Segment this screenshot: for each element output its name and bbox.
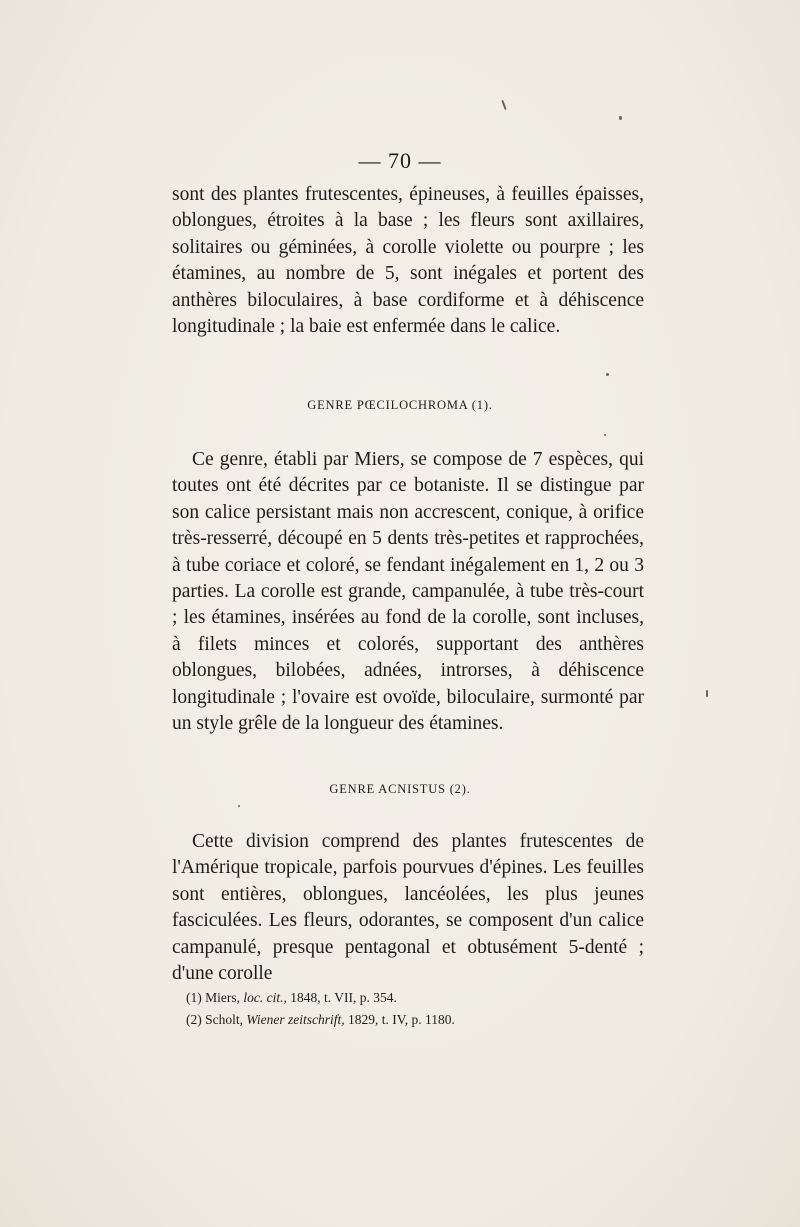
page-number: — 70 — bbox=[358, 148, 442, 173]
section-heading-poecilochroma: GENRE PŒCILOCHROMA (1). bbox=[307, 398, 493, 412]
paper-speck bbox=[619, 116, 622, 120]
footnote-details: 1829, t. IV, p. 1180. bbox=[348, 1012, 455, 1027]
paper-speck bbox=[238, 805, 240, 807]
footnotes bbox=[186, 987, 646, 1031]
footnote-reference: Wiener zeitschrift, bbox=[246, 1012, 345, 1027]
paper-speck bbox=[606, 373, 609, 376]
footnote-details: 1848, t. VII, p. 354. bbox=[290, 990, 397, 1005]
footnote-author: Scholt, bbox=[205, 1012, 244, 1027]
paragraph-acnistus: Cette division comprend des plantes frutescentes de l'Amérique tropicale, parfois pourvues d'épines. Les feuilles sont entières, oblongues, lancéolées, les plus jeunes fasciculées. Les fleurs, odorantes, se composent d'un calice campanulé, presque pentagonal et obtusément 5-denté ; d'une corolle bbox=[172, 831, 644, 985]
paragraph-poecilochroma: Ce genre, établi par Miers, se compose de 7 espèces, qui toutes ont été décrites par ce botaniste. Il se distingue par son calice persistant mais non accrescent, conique, à orifice très-resserré, découpé en 5 dents très-petites et rapprochées, à tube coriace et coloré, se fendant inégalement en 1, 2 ou 3 parties. La corolle est grande, campanulée, à tube très-court ; les étamines, insérées au fond de la corolle, sont incluses, à filets minces et colorés, supportant des anthères oblongues, bilobées, adnées, introrses, à déhiscence longitudinale ; l'ovaire est ovoïde, biloculaire, surmonté par un style grêle de la longueur des étamines. bbox=[172, 449, 644, 735]
footnote-1 bbox=[186, 987, 646, 1009]
footnote-reference: loc. cit., bbox=[243, 990, 287, 1005]
paper-speck bbox=[501, 100, 506, 110]
footnote-mark: (1) bbox=[186, 990, 202, 1005]
footnote-2 bbox=[186, 1009, 646, 1031]
footnote-mark: (2) bbox=[186, 1012, 202, 1027]
paper-speck bbox=[706, 690, 708, 697]
paper-speck bbox=[604, 434, 606, 436]
section-heading-acnistus: GENRE ACNISTUS (2). bbox=[329, 782, 471, 796]
paragraph-continuation: sont des plantes frutescentes, épineuses, à feuilles épaisses, oblongues, étroites à la base ; les fleurs sont axillaires, solitaires ou géminées, à corolle violette ou pourpre ; les étamines, au nombre de 5, sont inégales et portent des anthères biloculaires, à base cordiforme et à déhiscence longitudinale ; la baie est enfermée dans le calice. bbox=[172, 184, 644, 338]
footnote-author: Miers, bbox=[205, 990, 240, 1005]
